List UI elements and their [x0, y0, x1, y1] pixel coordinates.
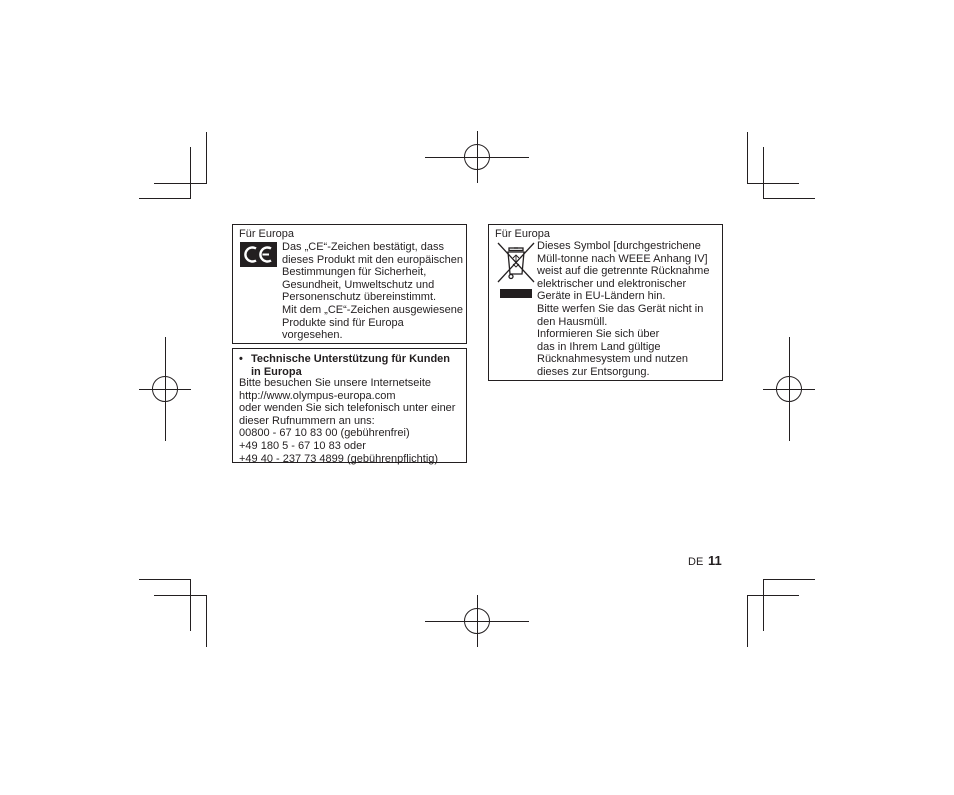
support-description: Bitte besuchen Sie unsere Internetseite http://www.olympus-europa.com oder wenden Sie sich telefonisch unter einer dieser Rufnummern an uns: 00800 - 67 10 83 00 (gebührenfrei) +49 180 5 - 67 10 83 oder +49 40 - 237 73 4899 (gebührenpflichtig) — [239, 377, 456, 465]
weee-heading: Für Europa — [495, 228, 551, 240]
crossed-out-wheelie-bin-icon — [496, 240, 536, 284]
crop-mark — [747, 183, 799, 184]
crop-mark — [747, 595, 748, 647]
crop-mark — [206, 132, 207, 184]
ce-heading: Für Europa — [239, 228, 295, 240]
weee-description: Dieses Symbol [durchgestrichene Müll-tonne nach WEEE Anhang IV] weist auf die getrennte Rücknahme elektrischer und elektronischer Geräte in EU-Ländern hin. Bitte werfen Sie das Gerät nicht in den Hausmüll. Informieren Sie sich über das in Ihrem Land gültige Rücknahmesystem und nutzen dieses zur Entsorgung. — [537, 240, 710, 378]
ce-notice-box — [232, 224, 467, 344]
crop-mark — [747, 595, 799, 596]
registration-circle-top — [464, 144, 490, 170]
registration-circle-left — [152, 376, 178, 402]
ce-description: Das „CE“-Zeichen bestätigt, dass dieses Produkt mit den europäischen Bestimmungen für Sicherheit, Gesundheit, Umweltschutz und Personenschutz übereinstimmt. Mit dem „CE“-Zeichen ausgewiesene Produkte sind für Europa vorgesehen. — [282, 241, 463, 342]
page-number: 11 — [708, 553, 722, 568]
crop-mark — [190, 579, 191, 631]
registration-circle-right — [776, 376, 802, 402]
crop-mark — [190, 147, 191, 199]
weee-notice-box — [488, 224, 723, 381]
crop-mark — [154, 183, 206, 184]
page-language: DE — [688, 556, 704, 568]
crop-mark — [763, 147, 764, 199]
bullet: • — [239, 353, 243, 365]
ce-mark-icon — [240, 242, 277, 267]
crop-mark — [747, 132, 748, 184]
support-notice-box — [232, 348, 467, 463]
weee-black-bar — [500, 289, 532, 298]
crop-mark — [154, 595, 206, 596]
crop-mark — [139, 198, 191, 199]
support-title-text: Technische Unterstützung für Kunden in Europa — [251, 353, 451, 378]
crop-mark — [763, 579, 815, 580]
crop-mark — [763, 579, 764, 631]
crop-mark — [206, 595, 207, 647]
crop-mark — [139, 579, 191, 580]
crop-mark — [763, 198, 815, 199]
registration-circle-bottom — [464, 608, 490, 634]
